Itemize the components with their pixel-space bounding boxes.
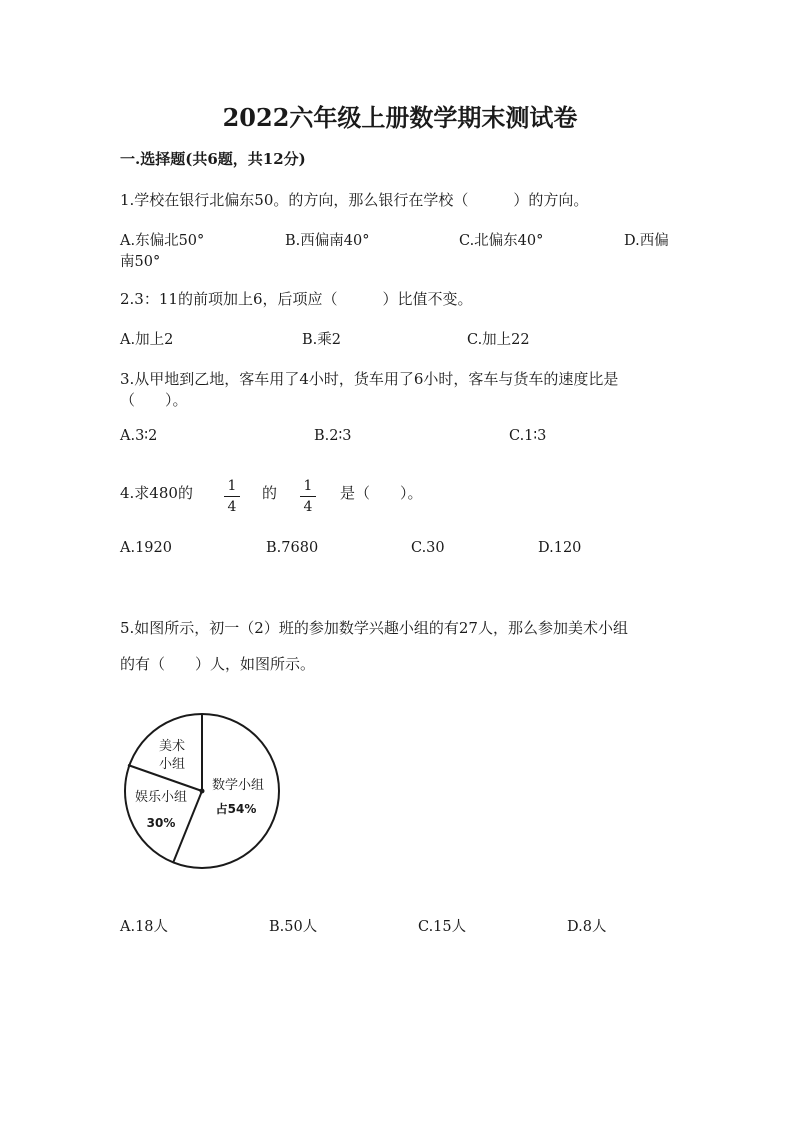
pie-diagram — [118, 705, 298, 885]
question-4-fraction-2 — [298, 478, 318, 515]
question-5-option-c[interactable]: C.15人 — [418, 919, 467, 935]
question-1-option-d-cont: 南50° — [120, 254, 161, 270]
section-heading: 一.选择题(共6题，共12分) — [120, 150, 306, 168]
pie-label-entertainment-line2: 30% — [146, 816, 176, 830]
question-2-text: 2.3：11的前项加上6，后项应（ ）比值不变。 — [120, 290, 473, 308]
fraction-1-numerator: 1 — [227, 478, 237, 494]
question-1-option-c[interactable]: C.北偏东40° — [459, 233, 544, 249]
question-5-text-line2: 的有（ ）人，如图所示。 — [120, 655, 316, 673]
pie-label-art-line1: 美术 — [158, 739, 186, 754]
question-3-option-a[interactable]: A.3∶2 — [120, 428, 158, 444]
question-5-text-line1: 5.如图所示，初一（2）班的参加数学兴趣小组的有27人，那么参加美术小组 — [120, 619, 628, 637]
fraction-1-bar — [224, 496, 240, 497]
question-3-text-line2: （ ）。 — [120, 391, 188, 409]
question-3-option-b[interactable]: B.2∶3 — [314, 428, 352, 444]
question-3-text-line1: 3.从甲地到乙地，客车用了4小时，货车用了6小时，客车与货车的速度比是 — [120, 370, 619, 388]
fraction-2-bar — [300, 496, 316, 497]
pie-label-art-line2: 小组 — [158, 757, 186, 772]
question-2-option-c[interactable]: C.加上22 — [467, 332, 530, 348]
page-title: 2022六年级上册数学期末测试卷 — [222, 103, 578, 132]
pie-label-math-line2: 占54% — [215, 802, 257, 816]
fraction-2-numerator: 1 — [303, 478, 313, 494]
question-2-option-a[interactable]: A.加上2 — [120, 332, 174, 348]
pie-label-math-line1: 数学小组 — [211, 778, 265, 793]
question-5-option-d[interactable]: D.8人 — [567, 919, 607, 935]
question-1-option-a[interactable]: A.东偏北50° — [120, 233, 205, 249]
pie-label-entertainment-line1: 娱乐小组 — [134, 790, 188, 805]
question-1-option-d[interactable]: D.西偏 — [624, 233, 669, 249]
question-1-text: 1.学校在银行北偏东50。的方向，那么银行在学校（ ）的方向。 — [120, 191, 589, 209]
question-4-option-a[interactable]: A.1920 — [120, 540, 172, 556]
question-4-prefix: 4.求480的 — [120, 484, 193, 502]
question-4-fraction-1 — [222, 478, 242, 515]
question-4-option-d[interactable]: D.120 — [538, 540, 582, 556]
question-5-option-a[interactable]: A.18人 — [120, 919, 169, 935]
pie-center — [200, 789, 205, 794]
question-4-mid: 的 — [262, 484, 278, 502]
question-4-option-c[interactable]: C.30 — [411, 540, 445, 556]
question-5-option-b[interactable]: B.50人 — [269, 919, 318, 935]
question-4-suffix: 是（ ）。 — [340, 484, 423, 502]
question-1-option-b[interactable]: B.西偏南40° — [285, 233, 370, 249]
question-3-option-c[interactable]: C.1∶3 — [509, 428, 547, 444]
fraction-2-denominator: 4 — [303, 499, 313, 515]
fraction-1-denominator: 4 — [227, 499, 237, 515]
question-2-option-b[interactable]: B.乘2 — [302, 332, 341, 348]
question-4-option-b[interactable]: B.7680 — [266, 540, 319, 556]
